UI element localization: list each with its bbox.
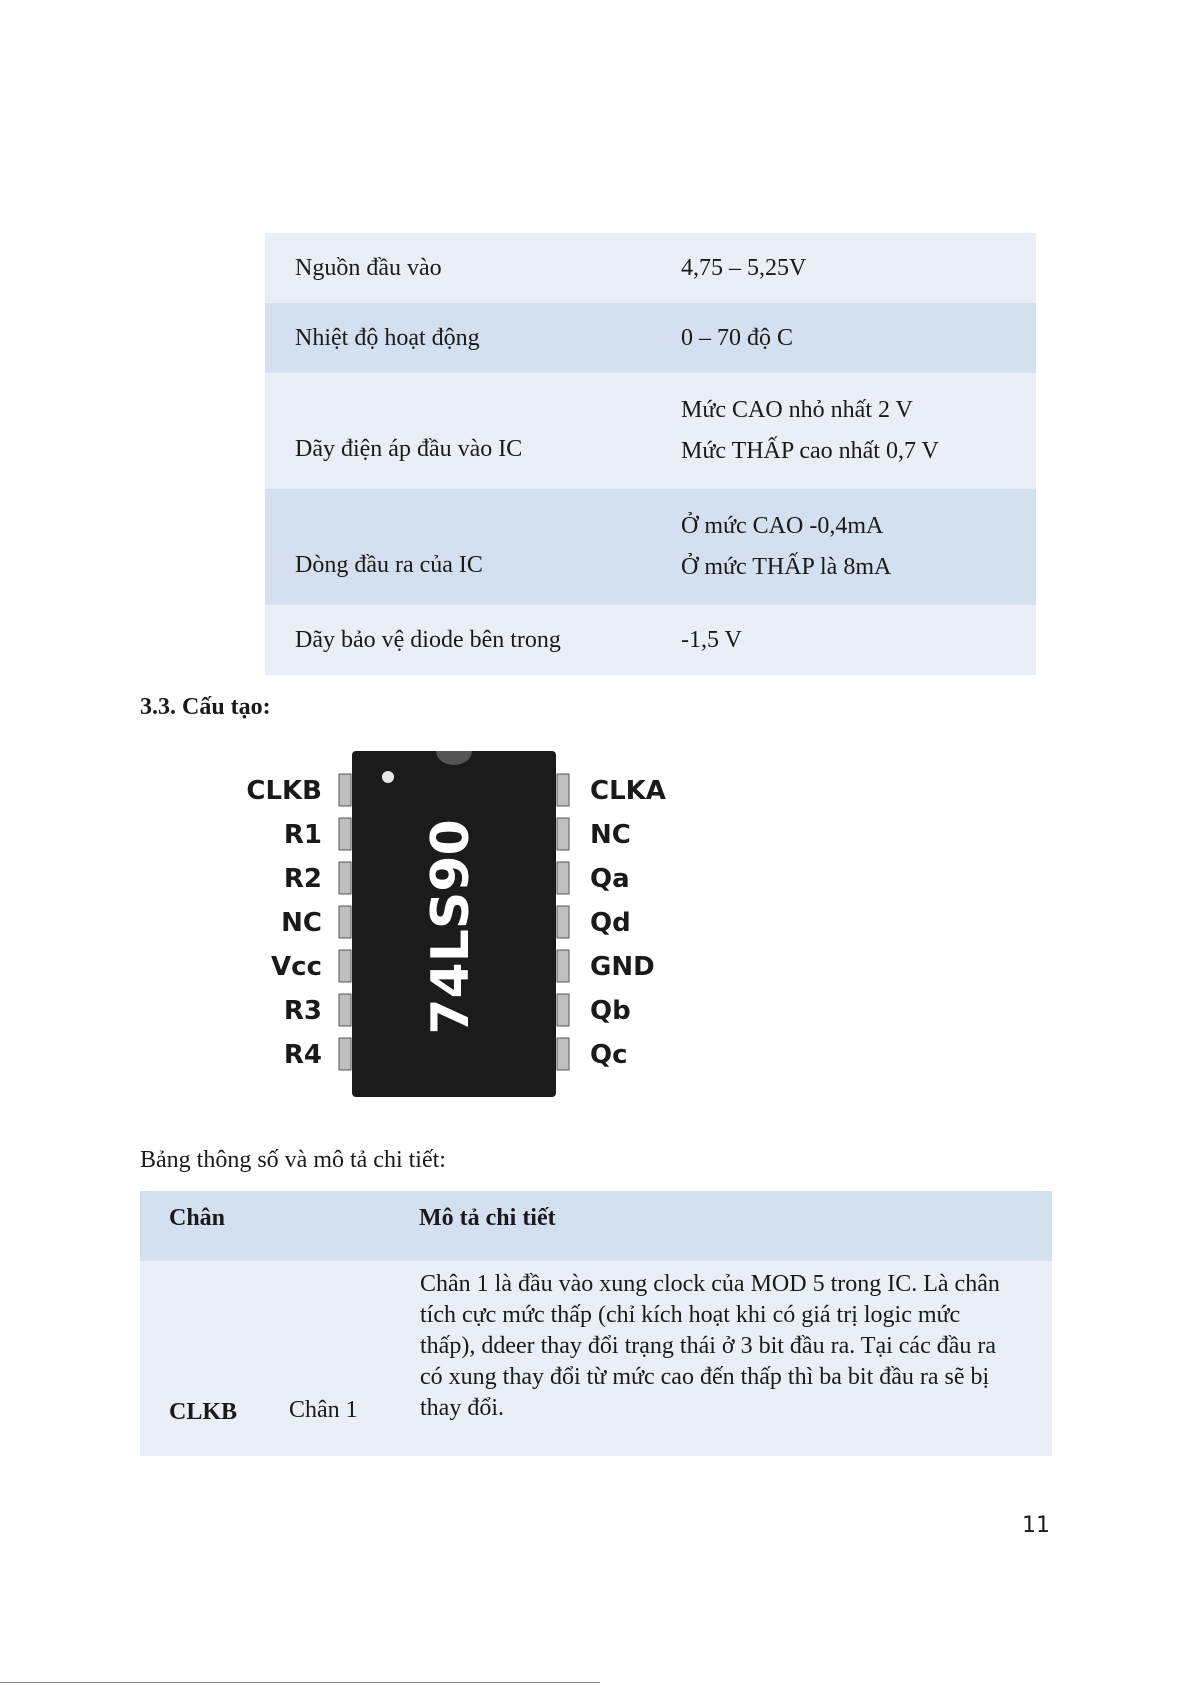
spec-row	[265, 605, 1036, 675]
pin-lead	[557, 994, 569, 1026]
pin-label: R1	[283, 820, 322, 850]
pin-lead	[339, 818, 351, 850]
pin1-dot	[382, 771, 394, 783]
table-header-row	[140, 1191, 1052, 1261]
pin-label: R2	[283, 864, 322, 894]
pin-label: CLKB	[246, 776, 322, 806]
spec-value-line: Mức THẤP cao nhất 0,7 V	[681, 438, 939, 464]
part-number: 74LS90	[421, 819, 481, 1035]
pin-name: CLKB	[140, 1261, 273, 1456]
page-number: 11	[1022, 1513, 1050, 1538]
pin-label: Qa	[590, 864, 630, 894]
right-pins	[557, 774, 569, 1070]
spec-table	[265, 233, 1036, 675]
pin-label: Vcc	[271, 952, 322, 982]
spec-value	[651, 489, 1036, 605]
pin-label: R4	[283, 1040, 322, 1070]
pin-label: GND	[590, 952, 655, 982]
section-heading: 3.3. Cấu tạo:	[140, 694, 271, 720]
pin-lead	[339, 774, 351, 806]
left-pins	[339, 774, 351, 1070]
spec-value-line: Ở mức CAO -0,4mA	[681, 513, 884, 539]
pin-lead	[557, 906, 569, 938]
pin-description-table	[140, 1191, 1052, 1456]
pin-label: Qd	[590, 908, 631, 938]
spec-row	[265, 489, 1036, 605]
spec-value-line: Ở mức THẤP là 8mA	[681, 554, 892, 580]
pin-lead	[557, 1038, 569, 1070]
pin-lead	[339, 906, 351, 938]
pin-lead	[339, 1038, 351, 1070]
spec-label: Nhiệt độ hoạt động	[265, 303, 651, 373]
spec-value: 0 – 70 độ C	[651, 303, 1036, 373]
ic-pinout-diagram	[200, 745, 720, 1105]
pin-lead	[339, 994, 351, 1026]
pin-label: R3	[283, 996, 322, 1026]
spec-row	[265, 303, 1036, 373]
pin-description: Chân 1 là đầu vào xung clock của MOD 5 trong IC. Là chân tích cực mức thấp (chỉ kích hoạt khi có giá trị logic mức thấp), ddeer thay đổi trạng thái ở 3 bit đầu ra. Tại các đầu ra có xung thay đổi từ mức cao đến thấp thì ba bit đầu ra sẽ bị thay đổi.	[390, 1261, 1052, 1456]
spec-label: Nguồn đầu vào	[265, 233, 651, 303]
table-caption: Bảng thông số và mô tả chi tiết:	[140, 1147, 446, 1173]
pin-label: NC	[590, 820, 631, 850]
spec-label: Dãy điện áp đầu vào IC	[265, 373, 651, 489]
spec-value: -1,5 V	[651, 605, 1036, 675]
spec-row	[265, 373, 1036, 489]
pin-lead	[339, 862, 351, 894]
spec-label: Dòng đầu ra của IC	[265, 489, 651, 605]
footer-divider	[0, 1682, 600, 1683]
pin-label: Qb	[590, 996, 631, 1026]
spec-row	[265, 233, 1036, 303]
spec-label: Dãy bảo vệ diode bên trong	[265, 605, 651, 675]
pin-lead	[557, 950, 569, 982]
header-pin: Chân	[140, 1191, 390, 1261]
pin-lead	[557, 818, 569, 850]
header-description: Mô tả chi tiết	[390, 1191, 1052, 1261]
pin-number: Chân 1	[273, 1261, 390, 1456]
pin-lead	[557, 862, 569, 894]
spec-value-line: Mức CAO nhỏ nhất 2 V	[681, 397, 913, 423]
pin-label: NC	[281, 908, 322, 938]
pin-label: CLKA	[590, 776, 666, 806]
spec-value: 4,75 – 5,25V	[651, 233, 1036, 303]
pin-label: Qc	[590, 1040, 628, 1070]
pin-lead	[339, 950, 351, 982]
pin-lead	[557, 774, 569, 806]
spec-value	[651, 373, 1036, 489]
table-row	[140, 1261, 1052, 1456]
